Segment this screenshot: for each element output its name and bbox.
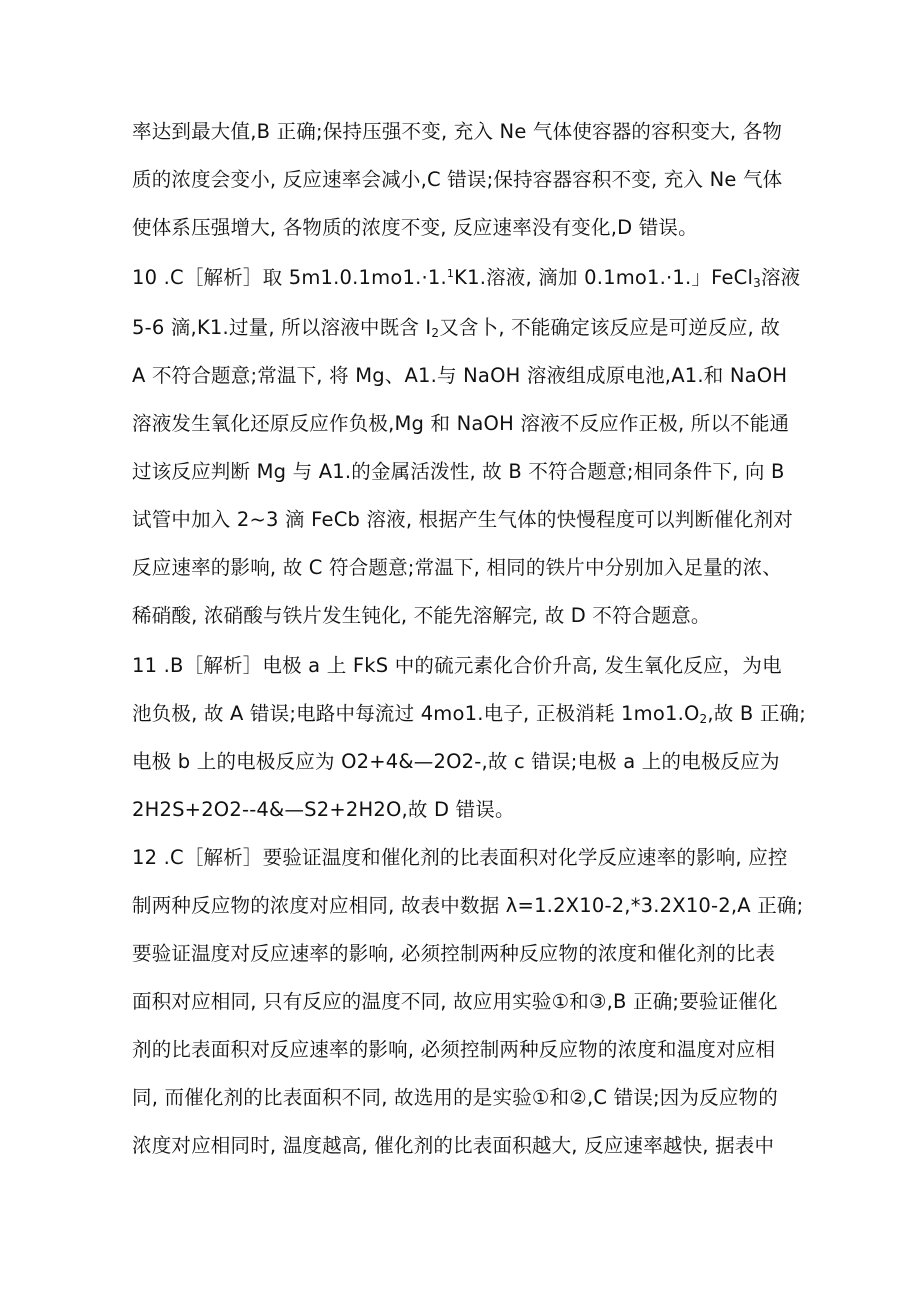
text-line	[132, 308, 796, 348]
text-run: 5-6 滴,K1.过量, 所以溶液中既含 I	[132, 316, 432, 339]
text-line: 率达到最大值,B 正确;保持压强不变, 充入 Ne 气体使容器的容积变大, 各物	[132, 120, 783, 143]
text-run: K1.溶液, 滴加 0.1mo1.·1.」FeCl	[454, 266, 754, 289]
answer-11-heading-line: 11 .B［解析］电极 a 上 FkS 中的硫元素化合价升高, 发生氧化反应，为电	[132, 654, 782, 677]
text-line: 过该反应判断 Mg 与 A1.的金属活泼性, 故 B 不符合题意;相同条件下, 向 B	[132, 460, 785, 483]
text-run: ,故 B 正确;	[707, 702, 807, 725]
subscript: 2	[699, 712, 708, 726]
text-line: 制两种反应物的浓度对应相同, 故表中数据 λ=1.2X10-2,*3.2X10-2,A 正确;	[132, 894, 804, 917]
text-line: 2H2S+2O2--4&—S2+2H2O,故 D 错误。	[132, 798, 515, 821]
text-line: 使体系压强增大, 各物质的浓度不变, 反应速率没有变化,D 错误。	[132, 216, 698, 239]
answer-10-heading-line	[132, 258, 801, 298]
text-line	[132, 694, 807, 734]
text-line: 面积对应相同, 只有反应的温度不同, 故应用实验①和③,B 正确;要验证催化	[132, 990, 778, 1013]
subscript: 3	[753, 276, 761, 290]
answer-12-heading-line: 12 .C［解析］要验证温度和催化剂的比表面积对化学反应速率的影响, 应控	[132, 846, 788, 869]
text-line: 要验证温度对反应速率的影响, 必须控制两种反应物的浓度和催化剂的比表	[132, 942, 776, 965]
text-line: 同, 而催化剂的比表面积不同, 故选用的是实验①和②,C 错误;因为反应物的	[132, 1086, 778, 1109]
text-run: 池负极, 故 A 错误;电路中每流过 4mo1.电子, 正极消耗 1mo1.O	[132, 702, 700, 725]
superscript: 1	[446, 267, 455, 280]
text-line: 溶液发生氧化还原反应作负极,Mg 和 NaOH 溶液不反应作正极, 所以不能通	[132, 412, 790, 435]
text-line: 反应速率的影响, 故 C 符合题意;常温下, 相同的铁片中分别加入足量的浓、	[132, 556, 782, 579]
subscript: 2	[431, 326, 440, 340]
text-line: A 不符合题意;常温下, 将 Mg、A1.与 NaOH 溶液组成原电池,A1.和 NaOH	[132, 364, 788, 387]
text-line: 质的浓度会变小, 反应速率会减小,C 错误;保持容器容积不变, 充入 Ne 气体	[132, 168, 783, 191]
text-line: 剂的比表面积对反应速率的影响, 必须控制两种反应物的浓度和温度对应相	[132, 1038, 776, 1061]
text-run: 10 .C［解析］取 5m1.0.1mo1.·1.	[132, 266, 447, 289]
text-run: 溶液	[760, 266, 801, 289]
text-line: 浓度对应相同时, 温度越高, 催化剂的比表面积越大, 反应速率越快, 据表中	[132, 1134, 775, 1157]
text-line: 试管中加入 2~3 滴 FeCb 溶液, 根据产生气体的快慢程度可以判断催化剂对	[132, 508, 793, 531]
text-run: 又含卜, 不能确定该反应是可逆反应, 故	[439, 316, 781, 339]
text-line: 电极 b 上的电极反应为 O2+4&—2O2-,故 c 错误;电极 a 上的电极反应为	[132, 750, 780, 773]
text-line: 稀硝酸, 浓硝酸与铁片发生钝化, 不能先溶解完, 故 D 不符合题意。	[132, 604, 711, 627]
